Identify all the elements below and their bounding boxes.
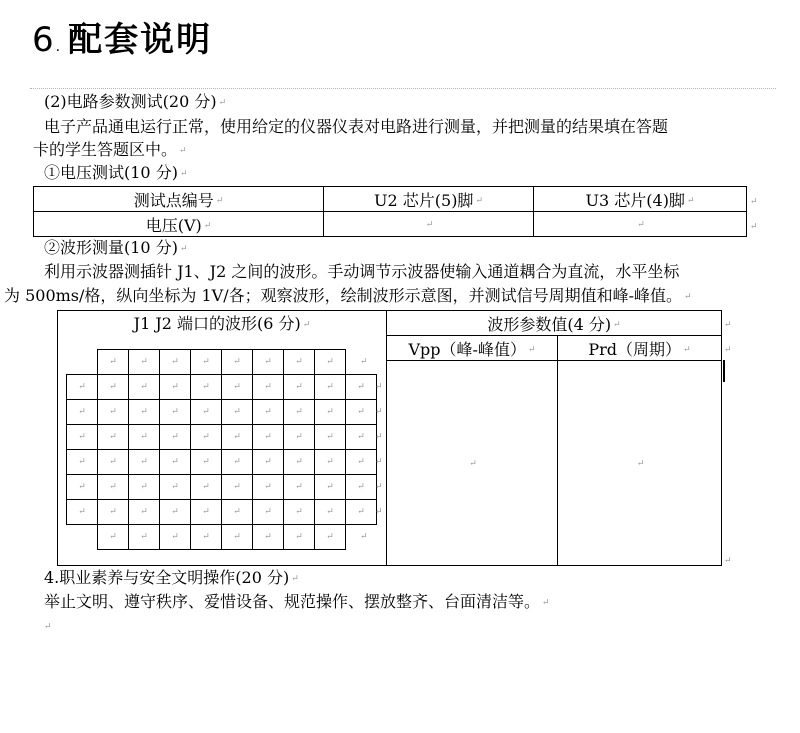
- voltage-value-row: [34, 212, 747, 237]
- grid-cell: ↵: [98, 350, 129, 375]
- grid-cell: ↵: [315, 400, 346, 425]
- grid-cell: ↵: [67, 500, 98, 525]
- grid-cell: ↵: [284, 350, 315, 375]
- grid-cell: ↵: [191, 350, 222, 375]
- vpp-label-cell: Vpp（峰-峰值） ↵: [387, 336, 558, 361]
- grid-cell: ↵: [346, 425, 377, 450]
- grid-row-end-mark: ↵: [375, 432, 383, 442]
- grid-cell: ↵: [284, 375, 315, 400]
- row-end-mark: ↵: [750, 197, 758, 207]
- waveform-grid-bottom: [97, 524, 346, 550]
- grid-cell: ↵: [222, 350, 253, 375]
- grid-cell: ↵: [160, 500, 191, 525]
- grid-cell: ↵: [315, 425, 346, 450]
- empty-paragraph-mark: ↵: [44, 622, 52, 632]
- intro-line-2: 卡的学生答题区中。 ↵: [33, 140, 187, 159]
- grid-cell: ↵: [160, 350, 191, 375]
- grid-cell: ↵: [346, 400, 377, 425]
- grid-cell: ↵: [315, 475, 346, 500]
- grid-cell: ↵: [160, 450, 191, 475]
- u3-voltage-cell: ↵: [534, 212, 747, 237]
- waveform-drawing-header: J1 J2 端口的波形(6 分) ↵: [58, 311, 387, 361]
- prd-label-cell: Prd（周期） ↵: [558, 336, 722, 361]
- grid-cell: ↵: [222, 475, 253, 500]
- grid-row-end-mark: ↵: [375, 457, 383, 467]
- grid-cell: ↵: [129, 450, 160, 475]
- grid-cell: ↵: [160, 525, 191, 550]
- grid-cell: ↵: [129, 425, 160, 450]
- grid-cell: ↵: [346, 450, 377, 475]
- grid-row: [67, 475, 377, 500]
- grid-row: [67, 450, 377, 475]
- grid-row: [98, 350, 346, 375]
- grid-row-end-mark: ↵: [375, 382, 383, 392]
- grid-cell: ↵: [191, 475, 222, 500]
- grid-cell: ↵: [253, 350, 284, 375]
- grid-cell: ↵: [253, 425, 284, 450]
- grid-cell: ↵: [315, 375, 346, 400]
- grid-cell: ↵: [253, 375, 284, 400]
- grid-cell: ↵: [129, 475, 160, 500]
- voltage-header-cell: U3 芯片(4)脚 ↵: [534, 187, 747, 212]
- grid-row: [67, 400, 377, 425]
- section4-text: 举止文明、遵守秩序、爱惜设备、规范操作、摆放整齐、台面清洁等。 ↵: [44, 592, 550, 611]
- grid-cell: ↵: [160, 425, 191, 450]
- waveform-heading: ②波形测量(10 分) ↵: [44, 238, 188, 257]
- grid-cell: ↵: [253, 475, 284, 500]
- grid-cell: ↵: [253, 500, 284, 525]
- grid-cell: ↵: [253, 450, 284, 475]
- grid-cell: ↵: [160, 400, 191, 425]
- grid-cell: ↵: [98, 375, 129, 400]
- grid-cell: ↵: [284, 450, 315, 475]
- grid-cell: ↵: [191, 400, 222, 425]
- grid-cell: ↵: [67, 400, 98, 425]
- grid-cell: ↵: [98, 400, 129, 425]
- voltage-row-label: 电压(V) ↵: [34, 212, 324, 237]
- grid-cell: ↵: [222, 425, 253, 450]
- grid-row: [67, 375, 377, 400]
- grid-cell: ↵: [160, 375, 191, 400]
- grid-cell: ↵: [222, 450, 253, 475]
- grid-cell: ↵: [129, 500, 160, 525]
- voltage-heading: ①电压测试(10 分) ↵: [44, 163, 188, 182]
- grid-row-end-mark: ↵: [375, 407, 383, 417]
- vpp-value-cell[interactable]: ↵: [387, 361, 558, 566]
- grid-cell: ↵: [284, 425, 315, 450]
- grid-cell: ↵: [222, 500, 253, 525]
- grid-cell: ↵: [315, 500, 346, 525]
- grid-cell: ↵: [346, 500, 377, 525]
- grid-cell: ↵: [346, 475, 377, 500]
- text-cursor: [723, 360, 725, 382]
- title-text: 配套说明: [68, 20, 213, 60]
- section2-heading: (2)电路参数测试(20 分) ↵: [44, 92, 227, 111]
- grid-cell: ↵: [191, 425, 222, 450]
- title-number: 6: [32, 20, 56, 60]
- grid-cell: ↵: [284, 400, 315, 425]
- grid-row: [98, 525, 346, 550]
- grid-cell: ↵: [253, 525, 284, 550]
- grid-cell: ↵: [284, 525, 315, 550]
- waveform-grid-middle: [66, 374, 377, 525]
- grid-cell: ↵: [191, 525, 222, 550]
- waveform-line-2: 为 500ms/格，纵向坐标为 1V/各；观察波形，绘制波形示意图，并测试信号周期值和峰-峰值。 ↵: [4, 286, 692, 305]
- grid-cell: ↵: [67, 375, 98, 400]
- grid-row: [67, 425, 377, 450]
- grid-cell: ↵: [67, 450, 98, 475]
- grid-cell: ↵: [284, 500, 315, 525]
- grid-cell: ↵: [253, 400, 284, 425]
- waveform-header-row: [58, 311, 722, 336]
- grid-cell: ↵: [222, 400, 253, 425]
- grid-cell: ↵: [315, 350, 346, 375]
- row-end-mark: ↵: [724, 556, 732, 566]
- grid-row-end-mark: ↵: [360, 532, 368, 542]
- waveform-grid-top: [97, 349, 346, 375]
- grid-cell: ↵: [346, 375, 377, 400]
- grid-cell: ↵: [191, 375, 222, 400]
- grid-row-end-mark: ↵: [375, 482, 383, 492]
- grid-cell: ↵: [315, 525, 346, 550]
- page-divider: [30, 88, 776, 89]
- section4-heading: 4.职业素养与安全文明操作(20 分) ↵: [44, 568, 299, 587]
- intro-line-1: 电子产品通电运行正常，使用给定的仪器仪表对电路进行测量，并把测量的结果填在答题: [44, 117, 669, 136]
- grid-row-end-mark: ↵: [375, 507, 383, 517]
- parameter-header: 波形参数值(4 分) ↵: [387, 311, 722, 336]
- grid-cell: ↵: [98, 475, 129, 500]
- title-dot: .: [55, 39, 63, 55]
- grid-cell: ↵: [129, 400, 160, 425]
- grid-cell: ↵: [315, 450, 346, 475]
- voltage-table: [33, 186, 747, 237]
- u2-voltage-cell: ↵: [324, 212, 534, 237]
- grid-cell: ↵: [67, 475, 98, 500]
- grid-cell: ↵: [160, 475, 191, 500]
- prd-value-cell[interactable]: ↵: [558, 361, 722, 566]
- grid-cell: ↵: [129, 350, 160, 375]
- row-end-mark: ↵: [750, 222, 758, 232]
- grid-cell: ↵: [129, 375, 160, 400]
- grid-cell: ↵: [67, 425, 98, 450]
- grid-cell: ↵: [191, 450, 222, 475]
- waveform-line-1: 利用示波器测插针 J1、J2 之间的波形。手动调节示波器使输入通道耦合为直流，水平坐标: [44, 262, 680, 281]
- voltage-header-cell: U2 芯片(5)脚 ↵: [324, 187, 534, 212]
- grid-cell: ↵: [284, 475, 315, 500]
- grid-cell: ↵: [191, 500, 222, 525]
- grid-row-end-mark: ↵: [360, 357, 368, 367]
- grid-cell: ↵: [222, 525, 253, 550]
- grid-cell: ↵: [98, 425, 129, 450]
- grid-cell: ↵: [129, 525, 160, 550]
- grid-row: [67, 500, 377, 525]
- grid-cell: ↵: [98, 500, 129, 525]
- page-title: [32, 18, 212, 69]
- row-end-mark: ↵: [724, 320, 732, 330]
- voltage-header-row: [34, 187, 747, 212]
- row-end-mark: ↵: [724, 345, 732, 355]
- grid-cell: ↵: [222, 375, 253, 400]
- grid-cell: ↵: [98, 450, 129, 475]
- grid-cell: ↵: [98, 525, 129, 550]
- voltage-header-cell: 测试点编号 ↵: [34, 187, 324, 212]
